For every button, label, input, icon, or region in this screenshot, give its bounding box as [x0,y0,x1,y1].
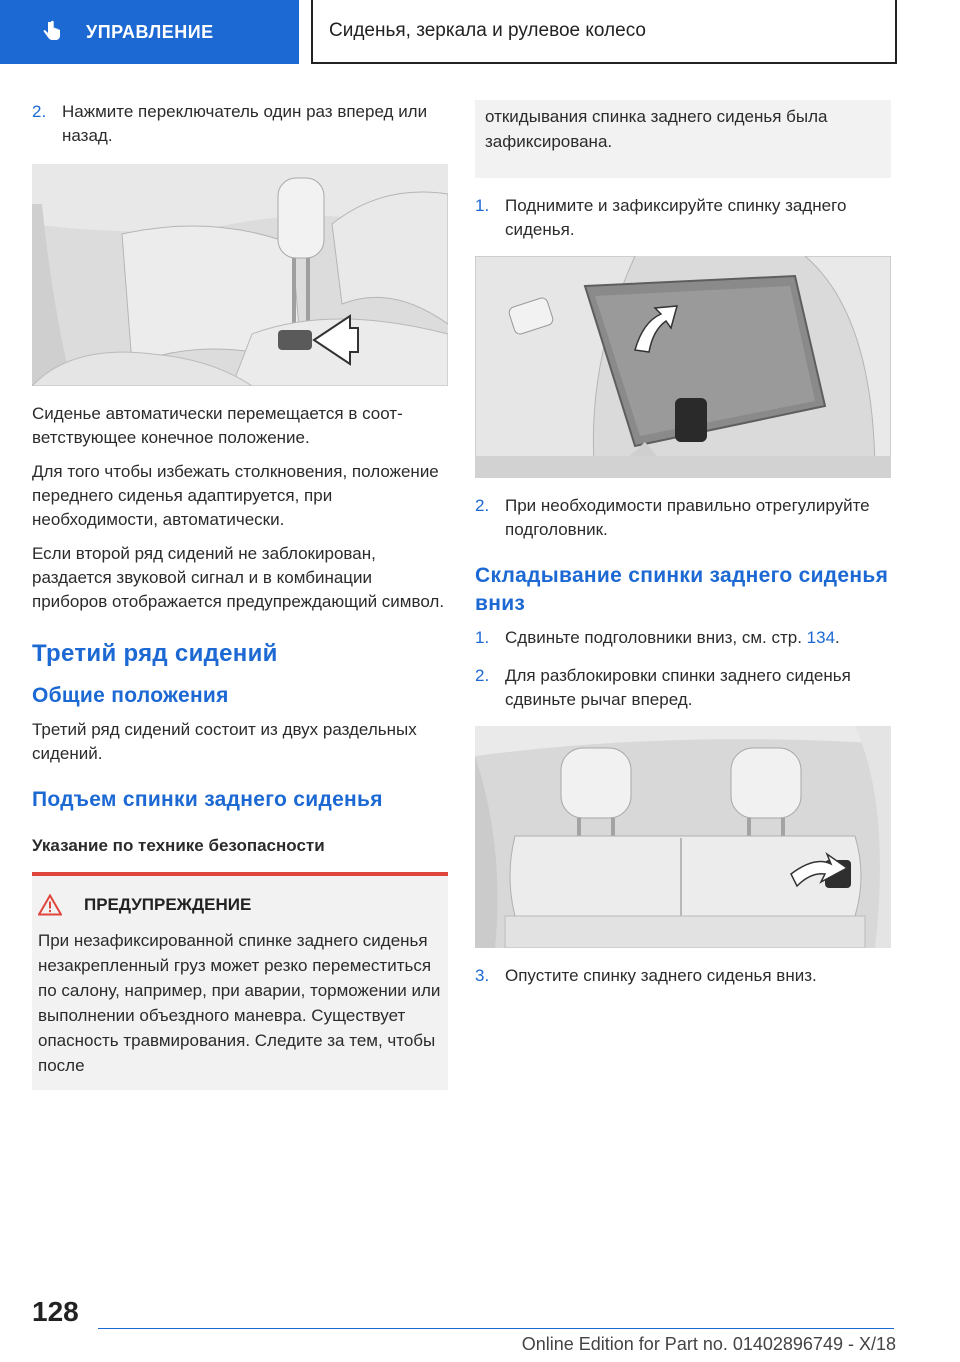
figure-raise-backrest [475,256,891,478]
step-lower-headrests [475,626,891,650]
step-adjust-headrest [475,494,891,542]
chapter-header [311,0,897,64]
warning-header [38,894,442,916]
step-number: 3. [475,966,490,985]
heading-fold-backrest: Складывание спинки заднего сиденья вниз [475,564,889,615]
figure-fold-backrest [475,726,891,948]
hand-pointer-icon [40,20,64,44]
footer-divider [98,1328,894,1329]
warning-triangle-icon [38,894,62,916]
chapter-title: Сиденья, зеркала и рулевое колесо [329,20,646,41]
right-column [475,100,891,1002]
heading-third-row: Третий ряд сидений [32,640,278,667]
step-text: Поднимите и зафиксируйте спинку заднего сиденья. [505,196,847,239]
step-unlock-backrest [475,664,891,712]
seat-switch-illustration [32,164,448,386]
section-tab[interactable] [0,0,299,64]
warning-continuation: откидывания спинка заднего сиденья была зафиксирована. [475,100,891,178]
left-column [32,100,448,1090]
step-lower-backrest [475,964,891,988]
heading-general: Общие положения [32,684,229,707]
footer-edition: Online Edition for Part no. 01402896749 - X/18 [521,1334,896,1354]
step-number: 1. [475,196,490,215]
figure-seat-switch [32,164,448,386]
step-text: Опустите спинку заднего сиденья вниз. [505,966,817,985]
step-number: 2. [32,102,47,121]
warning-text: При незафиксированной спинке заднего сиденья незакрепленный груз может резко переместиться по салону, например, при аварии, торможении или выполнении объездного маневра. Существует опасность травмирования. Следите за тем, чтобы после [38,931,441,1075]
page-number: 128 [32,1296,79,1327]
step-press-switch [32,100,448,148]
raise-backrest-illustration [475,256,891,478]
paragraph-general: Третий ряд сидений состоит из двух раздельных сидений. [32,720,417,763]
page-link-134[interactable]: 134 [806,628,836,647]
step-text: Нажмите переключатель один раз вперед или назад. [62,102,428,145]
step-text: Для разблокировки спинки заднего сиденья сдвиньте рычаг вперед. [505,666,851,709]
paragraph-auto-move: Сиденье автоматически перемещается в соответствующее конечное положение. [32,404,403,447]
heading-raise-backrest: Подъем спинки заднего сиденья [32,788,383,811]
section-tab-label: УПРАВЛЕНИЕ [86,21,214,42]
step-text: При необходимости правильно отрегулируйте подголовник. [505,496,870,539]
step-number: 2. [475,496,490,515]
step-raise-backrest [475,194,891,242]
step-text [505,626,891,650]
step-text-main: Сдвиньте подголовники вниз, см. стр. [505,628,807,647]
warning-box [32,872,448,1090]
step-number: 1. [475,628,490,647]
heading-safety: Указание по технике безопасности [32,836,325,855]
step-number: 2. [475,666,490,685]
paragraph-signal: Если второй ряд сидений не заблокирован, раздается звуковой сигнал и в комбинации приборов отображается предупреждающий символ. [32,544,445,611]
fold-backrest-illustration [475,726,891,948]
paragraph-collision: Для того чтобы избежать столкновения, положение переднего сиденья адаптируется, при необходимости, автоматически. [32,462,439,529]
warning-title: ПРЕДУПРЕЖДЕНИЕ [84,895,252,914]
step-text-end: . [835,628,840,647]
